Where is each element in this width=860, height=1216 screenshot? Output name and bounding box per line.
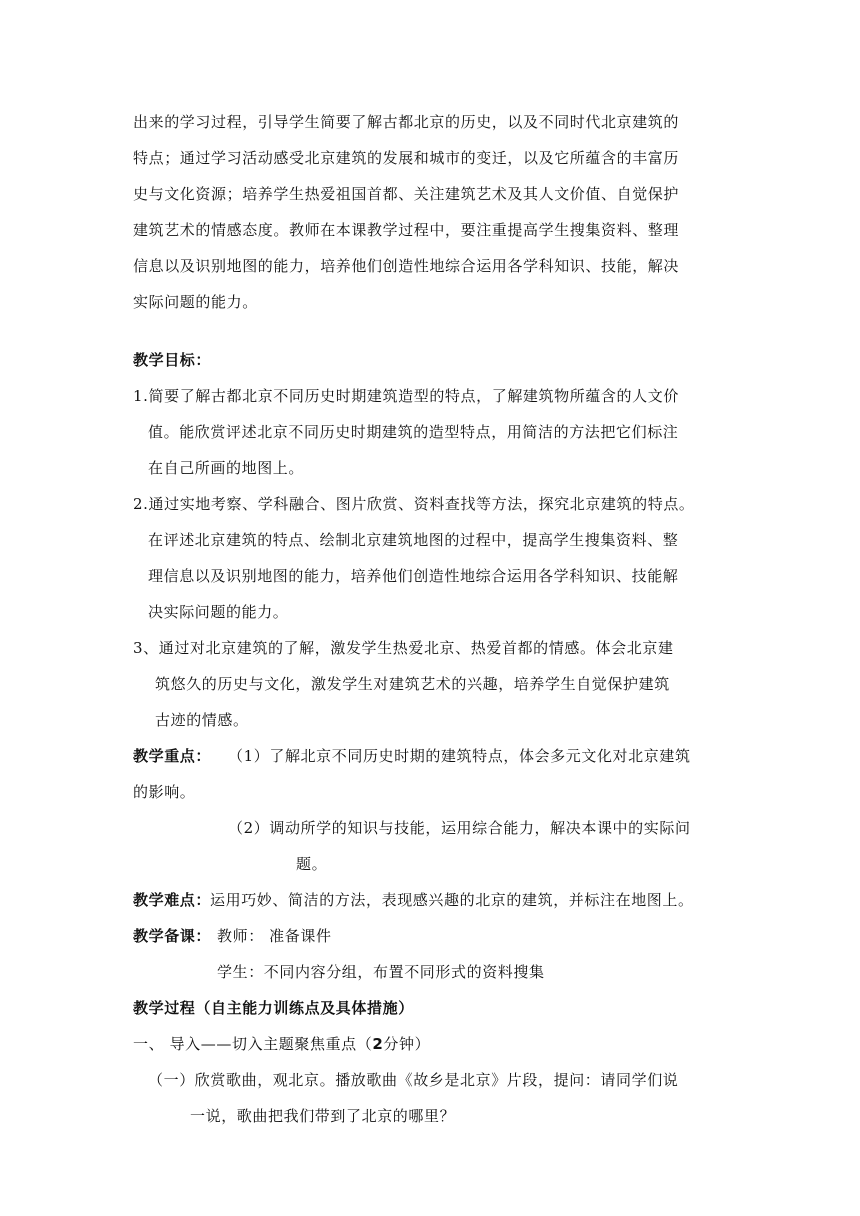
objective-3-line-1: 3、通过对北京建筑的了解，激发学生热爱北京、热爱首都的情感。体会北京建 xyxy=(133,639,674,657)
preparation-teacher: 教师： 准备课件 xyxy=(217,927,332,945)
intro-line-5: 信息以及识别地图的能力，培养他们创造性地综合运用各学科知识、技能，解决 xyxy=(133,257,680,275)
objectives-heading: 教学目标： xyxy=(133,351,212,369)
objective-2-line-2: 在评述北京建筑的特点、绘制北京建筑地图的过程中，提高学生搜集资料、整 xyxy=(148,531,679,549)
process-step-1-minutes: 2 xyxy=(372,1035,384,1053)
process-sub-1-line-1: （一）欣赏歌曲，观北京。播放歌曲《故乡是北京》片段，提问：请同学们说 xyxy=(148,1071,679,1089)
process-step-1 xyxy=(133,1034,430,1054)
process-step-1-text: 一、 导入——切入主题聚焦重点（ xyxy=(133,1035,373,1053)
preparation-student: 学生：不同内容分组，布置不同形式的资料搜集 xyxy=(217,963,545,981)
key-point-2-line-1: （2）调动所学的知识与技能，运用综合能力，解决本课中的实际问 xyxy=(228,819,691,837)
objective-1-line-2: 值。能欣赏评述北京不同历史时期建筑的造型特点，用简洁的方法把它们标注 xyxy=(148,423,679,441)
objective-1-line-1: 1.简要了解古都北京不同历史时期建筑造型的特点，了解建筑物所蕴含的人文价 xyxy=(133,387,679,405)
intro-line-4: 建筑艺术的情感态度。教师在本课教学过程中，要注重提高学生搜集资料、整理 xyxy=(133,221,680,239)
intro-line-6: 实际问题的能力。 xyxy=(133,293,258,311)
difficulty-label: 教学难点： xyxy=(133,891,212,909)
objective-2-line-1: 2.通过实地考察、学科融合、图片欣赏、资料查找等方法，探究北京建筑的特点。 xyxy=(133,495,695,513)
objective-2-line-4: 决实际问题的能力。 xyxy=(148,603,289,621)
intro-line-3: 史与文化资源；培养学生热爱祖国首都、关注建筑艺术及其人文价值、自觉保护 xyxy=(133,185,680,203)
objective-2-line-3: 理信息以及识别地图的能力，培养他们创造性地综合运用各学科知识、技能解 xyxy=(148,567,679,585)
intro-line-1: 出来的学习过程，引导学生简要了解古都北京的历史，以及不同时代北京建筑的 xyxy=(133,113,680,131)
key-points-label: 教学重点： xyxy=(133,747,212,765)
process-sub-1-line-2: 一说，歌曲把我们带到了北京的哪里？ xyxy=(190,1107,456,1125)
key-point-1-line-2: 的影响。 xyxy=(133,783,196,801)
objective-1-line-3: 在自己所画的地图上。 xyxy=(148,459,305,477)
intro-line-2: 特点；通过学习活动感受北京建筑的发展和城市的变迁，以及它所蕴含的丰富历 xyxy=(133,149,680,167)
difficulty-text: 运用巧妙、简洁的方法，表现感兴趣的北京的建筑，并标注在地图上。 xyxy=(210,891,694,909)
preparation-label: 教学备课： xyxy=(133,927,212,945)
objective-3-line-2: 筑悠久的历史与文化，激发学生对建筑艺术的兴趣，培养学生自觉保护建筑 xyxy=(155,675,670,693)
process-step-1-tail: 分钟） xyxy=(383,1035,431,1053)
objective-3-line-3: 古迹的情感。 xyxy=(155,711,249,729)
key-point-2-line-2: 题。 xyxy=(296,855,328,873)
process-heading: 教学过程（自主能力训练点及具体措施） xyxy=(133,999,414,1017)
key-point-1-line-1: （1）了解北京不同历史时期的建筑特点，体会多元文化对北京建筑 xyxy=(228,747,691,765)
